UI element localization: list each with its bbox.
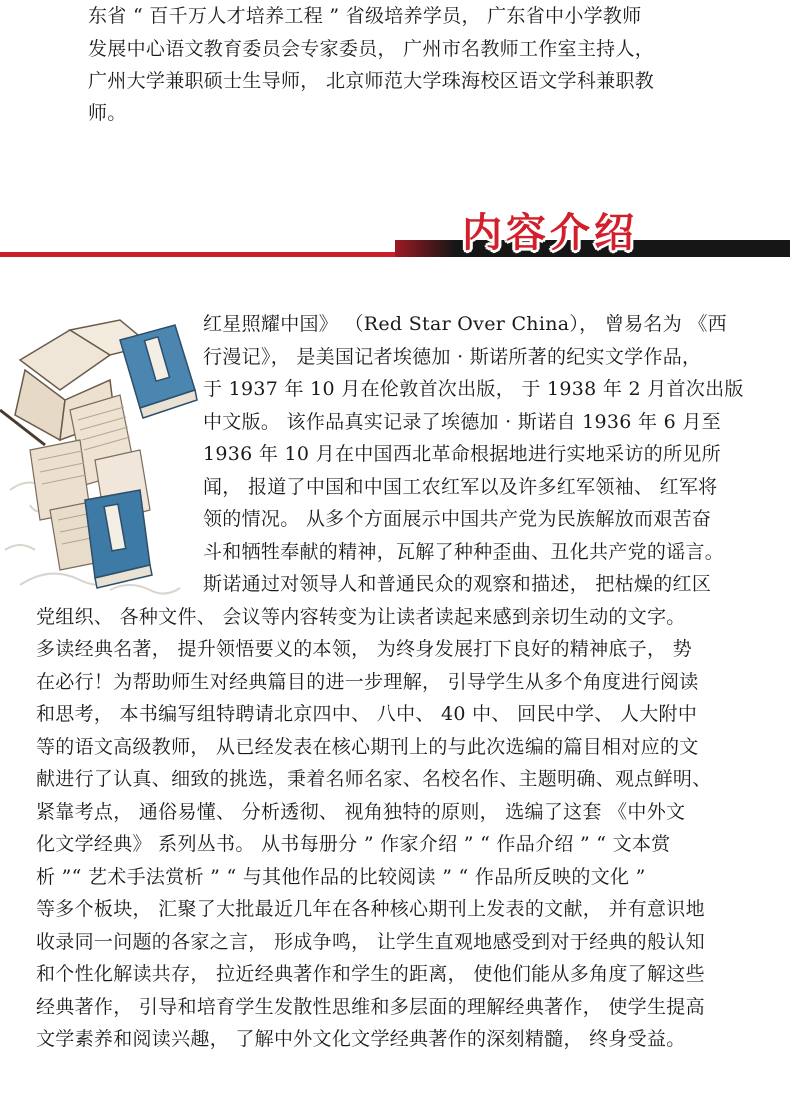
intro-line: 发展中心语文教育委员会专家委员， 广州市名教师工作室主持人， — [88, 38, 655, 60]
body-line: 党组织、 各种文件、 会议等内容转变为让读者读起来感到亲切生动的文字。 — [36, 606, 686, 628]
body-line: 文学素养和阅读兴趣， 了解中外文化文学经典著作的深刻精髓， 终身受益。 — [36, 1028, 686, 1050]
section-title: 内容介绍 — [462, 209, 638, 256]
intro-line: 师。 — [88, 102, 127, 124]
body-line: 收录同一问题的各家之言， 形成争鸣， 让学生直观地感受到对于经典的般认知 — [36, 931, 705, 953]
body-line: 中文版。 该作品真实记录了埃德加 · 斯诺自 1936 年 6 月至 — [203, 411, 721, 433]
body-line: 等多个板块， 汇聚了大批最近几年在各种核心期刊上发表的文献， 并有意识地 — [36, 898, 705, 920]
body-line: 1936 年 10 月在中国西北革命根据地进行实地采访的所见所 — [203, 443, 721, 465]
body-line: 在必行！为帮助师生对经典篇目的进一步理解， 引导学生从多个角度进行阅读 — [36, 671, 699, 693]
body-line: 和思考， 本书编写组特聘请北京四中、 八中、 40 中、 回民中学、 人大附中 — [36, 703, 698, 725]
body-line: 斗和牺牲奉献的精神，瓦解了种种歪曲、丑化共产党的谣言。 — [203, 541, 725, 563]
body-line: 献进行了认真、细致的挑选，秉着名师名家、名校名作、主题明确、观点鲜明、 — [36, 768, 712, 790]
body-line: 闻， 报道了中国和中国工农红军以及许多红军领袖、 红军将 — [203, 476, 718, 498]
body-line: 斯诺通过对领导人和普通民众的观察和描述， 把枯燥的红区 — [203, 573, 712, 595]
body-line: 析 ”“ 艺术手法赏析 ” “ 与其他作品的比较阅读 ” “ 作品所反映的文化 ” — [36, 866, 646, 888]
body-line: 于 1937 年 10 月在伦敦首次出版， 于 1938 年 2 月首次出版 — [203, 378, 744, 400]
intro-line: 广州大学兼职硕士生导师， 北京师范大学珠海校区语文学科兼职教 — [88, 70, 655, 92]
books-illustration-icon — [0, 300, 200, 605]
body-line: 紧靠考点， 通俗易懂、 分析透彻、 视角独特的原则， 选编了这套 《中外文 — [36, 801, 686, 823]
intro-line: 东省 “ 百千万人才培养工程 ” 省级培养学员， 广东省中小学教师 — [88, 5, 642, 27]
body-line: 经典著作， 引导和培育学生发散性思维和多层面的理解经典著作， 使学生提高 — [36, 996, 705, 1018]
body-line: 行漫记》， 是美国记者埃德加 · 斯诺所著的纪实文学作品， — [203, 346, 702, 368]
header-bar-fade — [395, 240, 455, 257]
body-line: 化文学经典》 系列丛书。 从书每册分 ” 作家介绍 ” “ 作品介绍 ” “ 文本赏 — [36, 833, 671, 855]
body-line: 等的语文高级教师， 从已经发表在核心期刊上的与此次选编的篇目相对应的文 — [36, 736, 699, 758]
body-line: 和个性化解读共存， 拉近经典著作和学生的距离， 使他们能从多角度了解这些 — [36, 963, 705, 985]
body-line: 领的情况。 从多个方面展示中国共产党为民族解放而艰苦奋 — [203, 508, 712, 530]
body-line: 红星照耀中国》 （Red Star Over China）， 曾易名为 《西 — [203, 313, 727, 335]
body-line: 多读经典名著， 提升领悟要义的本领， 为终身发展打下良好的精神底子， 势 — [36, 638, 692, 660]
